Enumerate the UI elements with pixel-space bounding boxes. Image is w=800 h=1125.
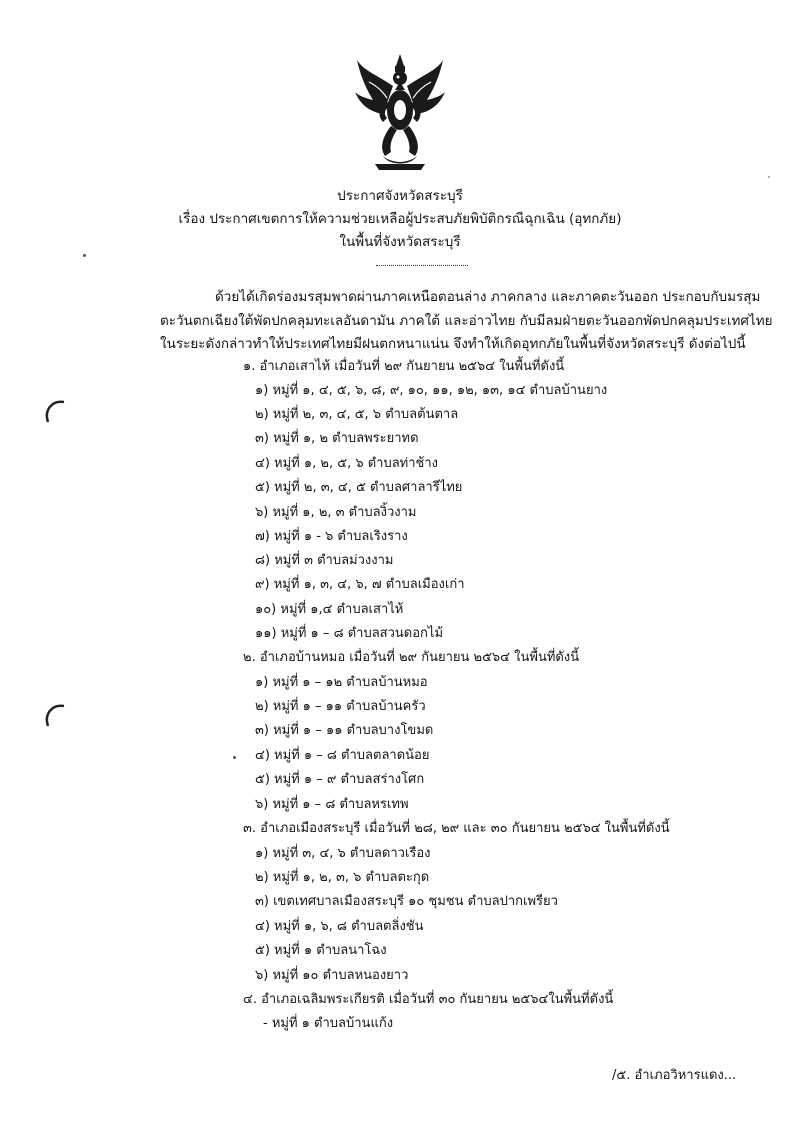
list-item: ๑๑) หมู่ที่ ๑ – ๘ ตำบลสวนดอกไม้	[255, 626, 444, 641]
announcement-subject: เรื่อง ประกาศเขตการให้ความช่วยเหลือผู้ประสบภัยพิบัติกรณีฉุกเฉิน (อุทกภัย)	[178, 211, 622, 227]
list-item: ๒) หมู่ที่ ๑, ๒, ๓, ๖ ตำบลตะกุด	[255, 870, 430, 885]
list-item: ๔) หมู่ที่ ๑ – ๘ ตำบลตลาดน้อย	[255, 748, 430, 763]
dotted-divider	[376, 265, 468, 266]
list-item: - หมู่ที่ ๑ ตำบลบ้านแก้ง	[263, 1016, 394, 1031]
list-item: ๓) หมู่ที่ ๑, ๒ ตำบลพระยาทด	[255, 431, 419, 446]
list-item: ๖) หมู่ที่ ๑๐ ตำบลหนองยาว	[255, 968, 409, 983]
section-heading: ๒. อำเภอบ้านหมอ เมื่อวันที่ ๒๙ กันยายน ๒๕๖๔ ในพื้นที่ดังนี้	[243, 650, 580, 665]
list-item: ๕) หมู่ที่ ๑ – ๙ ตำบลสร่างโศก	[255, 772, 425, 787]
scan-speck	[233, 756, 236, 759]
punch-hole-mark	[42, 702, 68, 728]
list-item: ๑) หมู่ที่ ๑, ๔, ๕, ๖, ๘, ๙, ๑๐, ๑๑, ๑๒, ๑๓, ๑๔ ตำบลบ้านยาง	[255, 383, 608, 398]
intro-line-1: ด้วยได้เกิดร่องมรสุมพาดผ่านภาคเหนือตอนล่าง ภาคกลาง และภาคตะวันออก ประกอบกับมรสุม	[215, 289, 761, 305]
list-item: ๕) หมู่ที่ ๒, ๓, ๔, ๕ ตำบลศาลารีไทย	[255, 480, 463, 495]
list-item: ๙) หมู่ที่ ๑, ๓, ๔, ๖, ๗ ตำบลเมืองเก่า	[255, 577, 465, 592]
section-heading: ๓. อำเภอเมืองสระบุรี เมื่อวันที่ ๒๘, ๒๙ และ ๓๐ กันยายน ๒๕๖๔ ในพื้นที่ดังนี้	[243, 821, 670, 836]
list-item: ๔) หมู่ที่ ๑, ๖, ๘ ตำบลตลิ่งชัน	[255, 919, 424, 934]
list-item: ๑) หมู่ที่ ๓, ๔, ๖ ตำบลดาวเรือง	[255, 846, 431, 861]
scan-speck	[83, 254, 86, 257]
list-item: ๑) หมู่ที่ ๑ – ๑๒ ตำบลบ้านหมอ	[255, 675, 428, 690]
section-heading: ๑. อำเภอเสาไห้ เมื่อวันที่ ๒๙ กันยายน ๒๕๖๔ ในพื้นที่ดังนี้	[243, 359, 565, 374]
list-item: ๕) หมู่ที่ ๑ ตำบลนาโฉง	[255, 943, 387, 958]
list-item: ๔) หมู่ที่ ๑, ๒, ๕, ๖ ตำบลท่าช้าง	[255, 456, 439, 471]
announcement-area: ในพื้นที่จังหวัดสระบุรี	[339, 234, 461, 250]
continuation-note: /๕. อำเภอวิหารแดง...	[612, 1068, 737, 1083]
scan-speck	[768, 176, 770, 178]
garuda-emblem	[353, 52, 447, 174]
list-item: ๗) หมู่ที่ ๑ - ๖ ตำบลเริงราง	[255, 529, 408, 544]
list-item: ๓) หมู่ที่ ๑ – ๑๑ ตำบลบางโขมด	[255, 723, 434, 738]
list-item: ๖) หมู่ที่ ๑, ๒, ๓ ตำบลงิ้วงาม	[255, 505, 417, 520]
list-item: ๑๐) หมู่ที่ ๑,๔ ตำบลเสาไห้	[255, 602, 404, 617]
punch-hole-mark	[42, 398, 68, 424]
intro-line-2: ตะวันตกเฉียงใต้พัดปกคลุมทะเลอันดามัน ภาคใต้ และอ่าวไทย กับมีลมฝ่ายตะวันออกพัดปกคลุมประเทศไทย	[160, 313, 773, 329]
list-item: ๓) เขตเทศบาลเมืองสระบุรี ๑๐ ชุมชน ตำบลปากเพรียว	[255, 894, 558, 909]
list-item: ๖) หมู่ที่ ๑ – ๘ ตำบลหรเทพ	[255, 797, 409, 812]
section-heading: ๔. อำเภอเฉลิมพระเกียรติ เมื่อวันที่ ๓๐ กันยายน ๒๕๖๔ในพื้นที่ดังนี้	[243, 992, 614, 1007]
intro-line-3: ในระยะดังกล่าวทำให้ประเทศไทยมีฝนตกหนาแน่น จึงทำให้เกิดอุทกภัยในพื้นที่จังหวัดสระบุรี ดังต่อไปนี้	[160, 336, 746, 352]
list-item: ๒) หมู่ที่ ๑ – ๑๑ ตำบลบ้านครัว	[255, 699, 426, 714]
list-item: ๒) หมู่ที่ ๒, ๓, ๔, ๕, ๖ ตำบลต้นตาล	[255, 407, 459, 422]
announcement-title: ประกาศจังหวัดสระบุรี	[337, 188, 463, 204]
list-item: ๘) หมู่ที่ ๓ ตำบลม่วงงาม	[255, 553, 394, 568]
